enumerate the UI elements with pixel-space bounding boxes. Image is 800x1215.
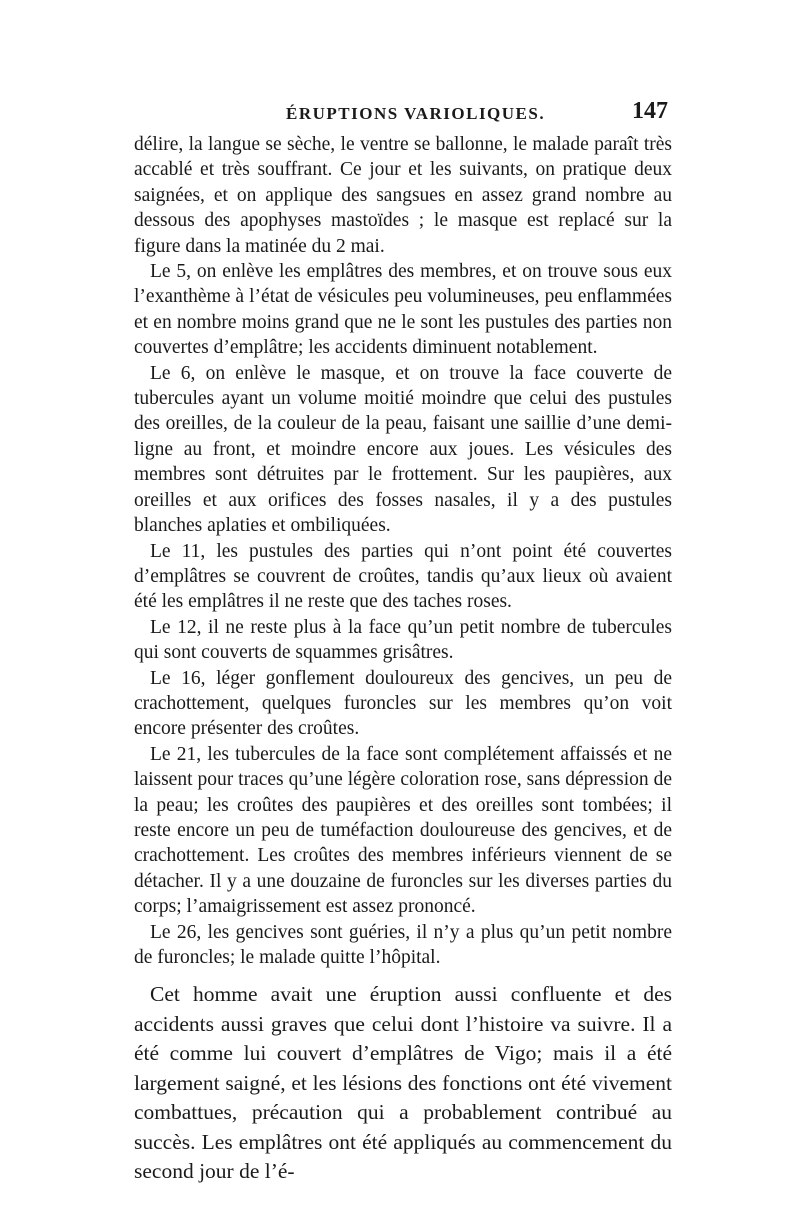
paragraph-day-6: Le 6, on enlève le masque, et on trouve la face couverte de tubercules ayant un volume moitié moindre que celui des pustules des oreilles, de la couleur de la peau, faisant une saillie d’une demi-ligne au front, et moindre encore aux joues. Les vésicules des membres sont détruites par le frottement. Sur les paupières, aux oreilles et aux orifices des fosses nasales, il y a des pustules blanches aplaties et ombiliquées. [134,362,672,537]
running-title: ÉRUPTIONS VARIOLIQUES. [286,104,546,123]
paragraph-continuation: délire, la langue se sèche, le ventre se ballonne, le malade paraît très accablé et très souffrant. Ce jour et les suivants, on pratique deux saignées, et on applique des sangsues en assez grand nombre au dessous des apophyses mastoïdes ; le masque est replacé sur la figure dans la matinée du 2 mai. [134,134,672,257]
paragraph-day-21: Le 21, les tubercules de la face sont complétement affaissés et ne laissent pour traces qu’une légère coloration rose, sans dépression de la peau; les croûtes des paupières et des oreilles sont tombées; il reste encore un peu de tuméfaction douloureuse des gencives, et de crachottement. Les croûtes des membres inférieurs viennent de se détacher. Il y a une douzaine de furoncles sur les diverses parties du corps; l’amaigrissement est assez prononcé. [134,743,672,918]
paragraph-day-26: Le 26, les gencives sont guéries, il n’y a plus qu’un petit nombre de furoncles; le malade quitte l’hôpital. [134,921,672,968]
page-number: 147 [632,98,668,124]
paragraph-day-12: Le 12, il ne reste plus à la face qu’un petit nombre de tubercules qui sont couverts de squammes grisâtres. [134,616,672,664]
paragraph-day-11: Le 11, les pustules des parties qui n’ont point été couvertes d’emplâtres se couvrent de croûtes, tandis qu’aux lieux où avaient été les emplâtres il ne reste que des taches roses. [134,540,672,613]
body-text [134,132,672,1187]
paragraph-day-5: Le 5, on enlève les emplâtres des membres, et on trouve sous eux l’exanthème à l’état de vésicules peu volumineuses, peu enflammées et en nombre moins grand que ne le sont les pustules des parties non couvertes d’emplâtre; les accidents diminuent notablement. [134,261,672,359]
paragraph-commentary: Cet homme avait une éruption aussi confluente et des accidents aussi graves que celui dont l’histoire va suivre. Il a été comme lui couvert d’emplâtres de Vigo; mais il a été largement saigné, et les lésions des fonctions ont été vivement combattues, précaution qui a probablement contribué au succès. Les emplâtres ont été appliqués au commencement du second jour de l’é- [134,982,672,1184]
paragraph-day-16: Le 16, léger gonflement douloureux des gencives, un peu de crachottement, quelques furoncles sur les membres qu’on voit encore présenter des croûtes. [134,667,672,740]
page-header [134,96,672,130]
